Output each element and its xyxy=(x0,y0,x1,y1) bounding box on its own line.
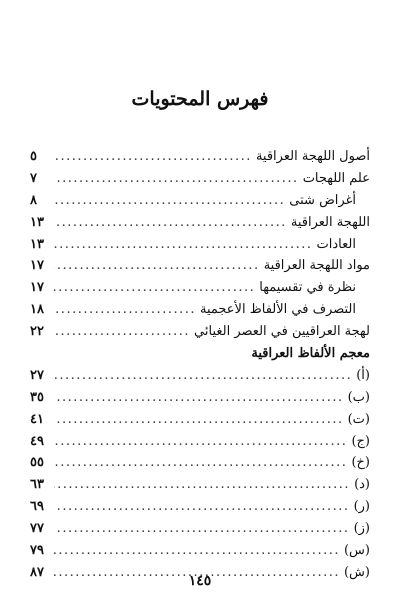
toc-entry-label: نظرة في تقسيمها xyxy=(259,280,356,296)
dot-leader xyxy=(54,540,340,562)
toc-entry-page: ١٣ xyxy=(30,214,44,230)
toc-entry-page: ٨ xyxy=(30,192,37,208)
toc-entry-page: ٧٩ xyxy=(30,543,44,559)
toc-entry-page: ٧ xyxy=(30,170,37,186)
dot-leader xyxy=(54,474,350,496)
toc-entry-page: ٤٩ xyxy=(30,433,44,449)
dot-leader xyxy=(54,168,299,190)
toc-entry xyxy=(30,277,370,299)
dot-leader xyxy=(54,387,344,409)
toc-entry xyxy=(30,234,370,256)
toc-entry xyxy=(30,496,370,518)
toc-entry-label: (ر) xyxy=(353,499,370,515)
toc-entry xyxy=(30,518,370,540)
page-number: ١٤٥ xyxy=(188,573,212,589)
toc-entry xyxy=(30,409,370,431)
toc-entry xyxy=(30,365,370,387)
dot-leader xyxy=(54,452,347,474)
toc-entry-label: (ج) xyxy=(351,433,370,449)
toc-entry-page: ١٣ xyxy=(30,236,44,252)
toc-entry xyxy=(30,212,370,234)
toc-entry-label: (خ) xyxy=(351,455,370,471)
toc-entry-label: (أ) xyxy=(356,367,370,383)
toc-entry-page: ٢٧ xyxy=(30,367,44,383)
toc-entry xyxy=(30,452,370,474)
toc-entry-page: ٦٣ xyxy=(30,477,44,493)
dot-leader xyxy=(54,409,344,431)
dot-leader xyxy=(54,365,352,387)
toc-entry xyxy=(30,540,370,562)
toc-entry-label: علم اللهجات xyxy=(302,170,370,186)
toc-entry-label: (ت) xyxy=(347,411,370,427)
toc-entry xyxy=(30,474,370,496)
toc-entry xyxy=(30,190,370,212)
toc-entry xyxy=(30,387,370,409)
toc-entry-label: التصرف في الألفاظ الأعجمية xyxy=(200,302,356,318)
dot-leader xyxy=(54,431,347,453)
dot-leader xyxy=(54,234,313,256)
toc-entry-page: ٢٢ xyxy=(30,324,44,340)
dot-leader xyxy=(54,146,252,168)
toc-entry-label: (د) xyxy=(354,477,370,493)
toc-entry xyxy=(30,146,370,168)
toc-entry xyxy=(30,168,370,190)
toc-entry-label: العادات xyxy=(316,236,356,252)
toc-entry-label: معجم الألفاظ العراقية xyxy=(251,346,370,362)
toc-entry-page: ١٧ xyxy=(30,280,44,296)
toc-entry-page: ٧٧ xyxy=(30,521,44,537)
toc-entry-page: ٨٧ xyxy=(30,564,44,580)
toc-entry xyxy=(30,431,370,453)
dot-leader xyxy=(54,518,350,540)
toc-section-heading xyxy=(30,343,370,365)
toc-entry-label: أغراض شتى xyxy=(289,192,356,208)
toc-entry-label: (ب) xyxy=(347,389,370,405)
toc-entry-page: ١٨ xyxy=(30,302,44,318)
dot-leader xyxy=(54,255,260,277)
toc-entry-page: ٥٥ xyxy=(30,455,44,471)
toc-entry-label: (ز) xyxy=(353,521,370,537)
dot-leader xyxy=(54,190,285,212)
dot-leader xyxy=(54,321,190,343)
dot-leader xyxy=(54,212,287,234)
page-title: فهرس المحتويات xyxy=(131,88,269,110)
toc-entry-label: (ش) xyxy=(343,564,370,580)
dot-leader xyxy=(54,496,350,518)
dot-leader xyxy=(54,299,196,321)
toc-entry xyxy=(30,321,370,343)
dot-leader xyxy=(54,277,255,299)
toc-entry-page: ٣٥ xyxy=(30,389,44,405)
toc-entry-page: ٤١ xyxy=(30,411,44,427)
toc-entry-label: مواد اللهجة العراقية xyxy=(263,258,370,274)
toc-entry-page: ١٧ xyxy=(30,258,44,274)
toc-entry-label: اللهجة العراقية xyxy=(290,214,370,230)
toc-entry-page: ٥ xyxy=(30,149,37,164)
toc-entry xyxy=(30,255,370,277)
table-of-contents xyxy=(30,146,370,584)
toc-entry-page: ٦٩ xyxy=(30,499,44,515)
toc-entry xyxy=(30,299,370,321)
toc-entry-label: أصول اللهجة العراقية xyxy=(255,149,370,164)
toc-entry-label: لهجة العراقيين في العصر الغيائي xyxy=(194,324,370,340)
toc-entry-label: (س) xyxy=(343,543,370,559)
